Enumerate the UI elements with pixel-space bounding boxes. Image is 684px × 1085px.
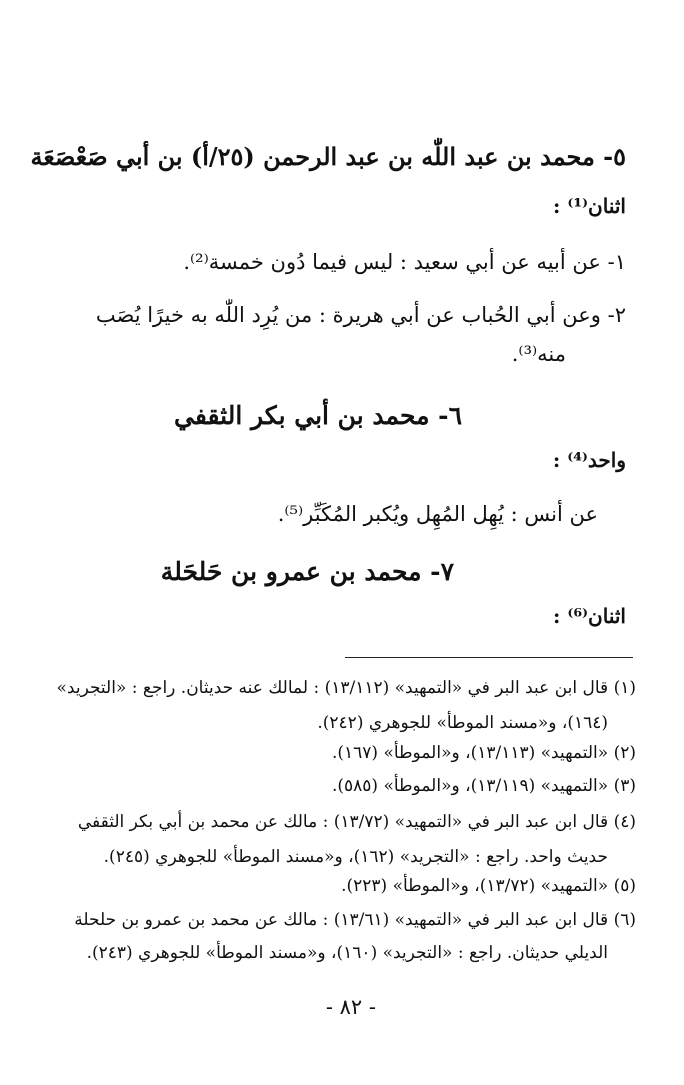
section-6-heading: ٦- محمد بن أبي بكر الثقفي (174, 401, 462, 430)
footnote-1-line-2: (١٦٤)، و«مسند الموطأ» للجوهري (٢٤٢). (317, 713, 608, 733)
section-5-item-2-line-1: ٢- وعن أبي الحُباب عن أبي هريرة : من يُرِد اللّٰه به خيرًا يُصَب (95, 303, 626, 327)
footnote-5: (٥) «التمهيد» (١٣/٧٢)، و«الموطأ» (٢٢٣). (341, 876, 636, 896)
footnote-6-line-2: الديلي حديثان. راجع : «التجريد» (١٦٠)، و«مسند الموطأ» للجوهري (٢٤٣). (86, 943, 608, 963)
section-7-heading: ٧- محمد بن عمرو بن حَلحَلة (160, 557, 454, 586)
footnote-separator (345, 657, 633, 658)
footnote-4-line-2: حديث واحد. راجع : «التجريد» (١٦٢)، و«مسند الموطأ» للجوهري (٢٤٥). (103, 847, 608, 867)
footnote-3: (٣) «التمهيد» (١٣/١١٩)، و«الموطأ» (٥٨٥). (331, 776, 636, 796)
section-5-heading: ٥- محمد بن عبد اللّٰه بن عبد الرحمن (٢٥/أ) بن أبي صَعْصَعَة (30, 142, 626, 171)
footnote-4-line-1: (٤) قال ابن عبد البر في «التمهيد» (١٣/٧٢) : مالك عن محمد بن أبي بكر الثقفي (77, 812, 636, 832)
footnote-1-line-1: (١) قال ابن عبد البر في «التمهيد» (١٣/١١٢) : لمالك عنه حديثان. راجع : «التجريد» (56, 678, 636, 698)
section-5-count-label: اثنان⁽¹⁾ : (553, 194, 626, 218)
section-5-item-1: ١- عن أبيه عن أبي سعيد : ليس فيما دُون خمسة⁽²⁾. (183, 250, 626, 274)
section-7-count-label: اثنان⁽⁶⁾ : (553, 604, 626, 628)
section-6-item-1: عن أنس : يُهِل المُهِل ويُكبر المُكَبِّر⁽⁵⁾. (277, 502, 598, 526)
section-6-count-label: واحد⁽⁴⁾ : (552, 448, 626, 472)
footnote-2: (٢) «التمهيد» (١٣/١١٣)، و«الموطأ» (١٦٧). (331, 743, 636, 763)
section-5-item-2-line-2: منه⁽³⁾. (511, 342, 566, 366)
page-number: - ٨٢ - (325, 995, 376, 1019)
footnote-6-line-1: (٦) قال ابن عبد البر في «التمهيد» (١٣/٦١) : مالك عن محمد بن عمرو بن حلحلة (74, 910, 636, 930)
